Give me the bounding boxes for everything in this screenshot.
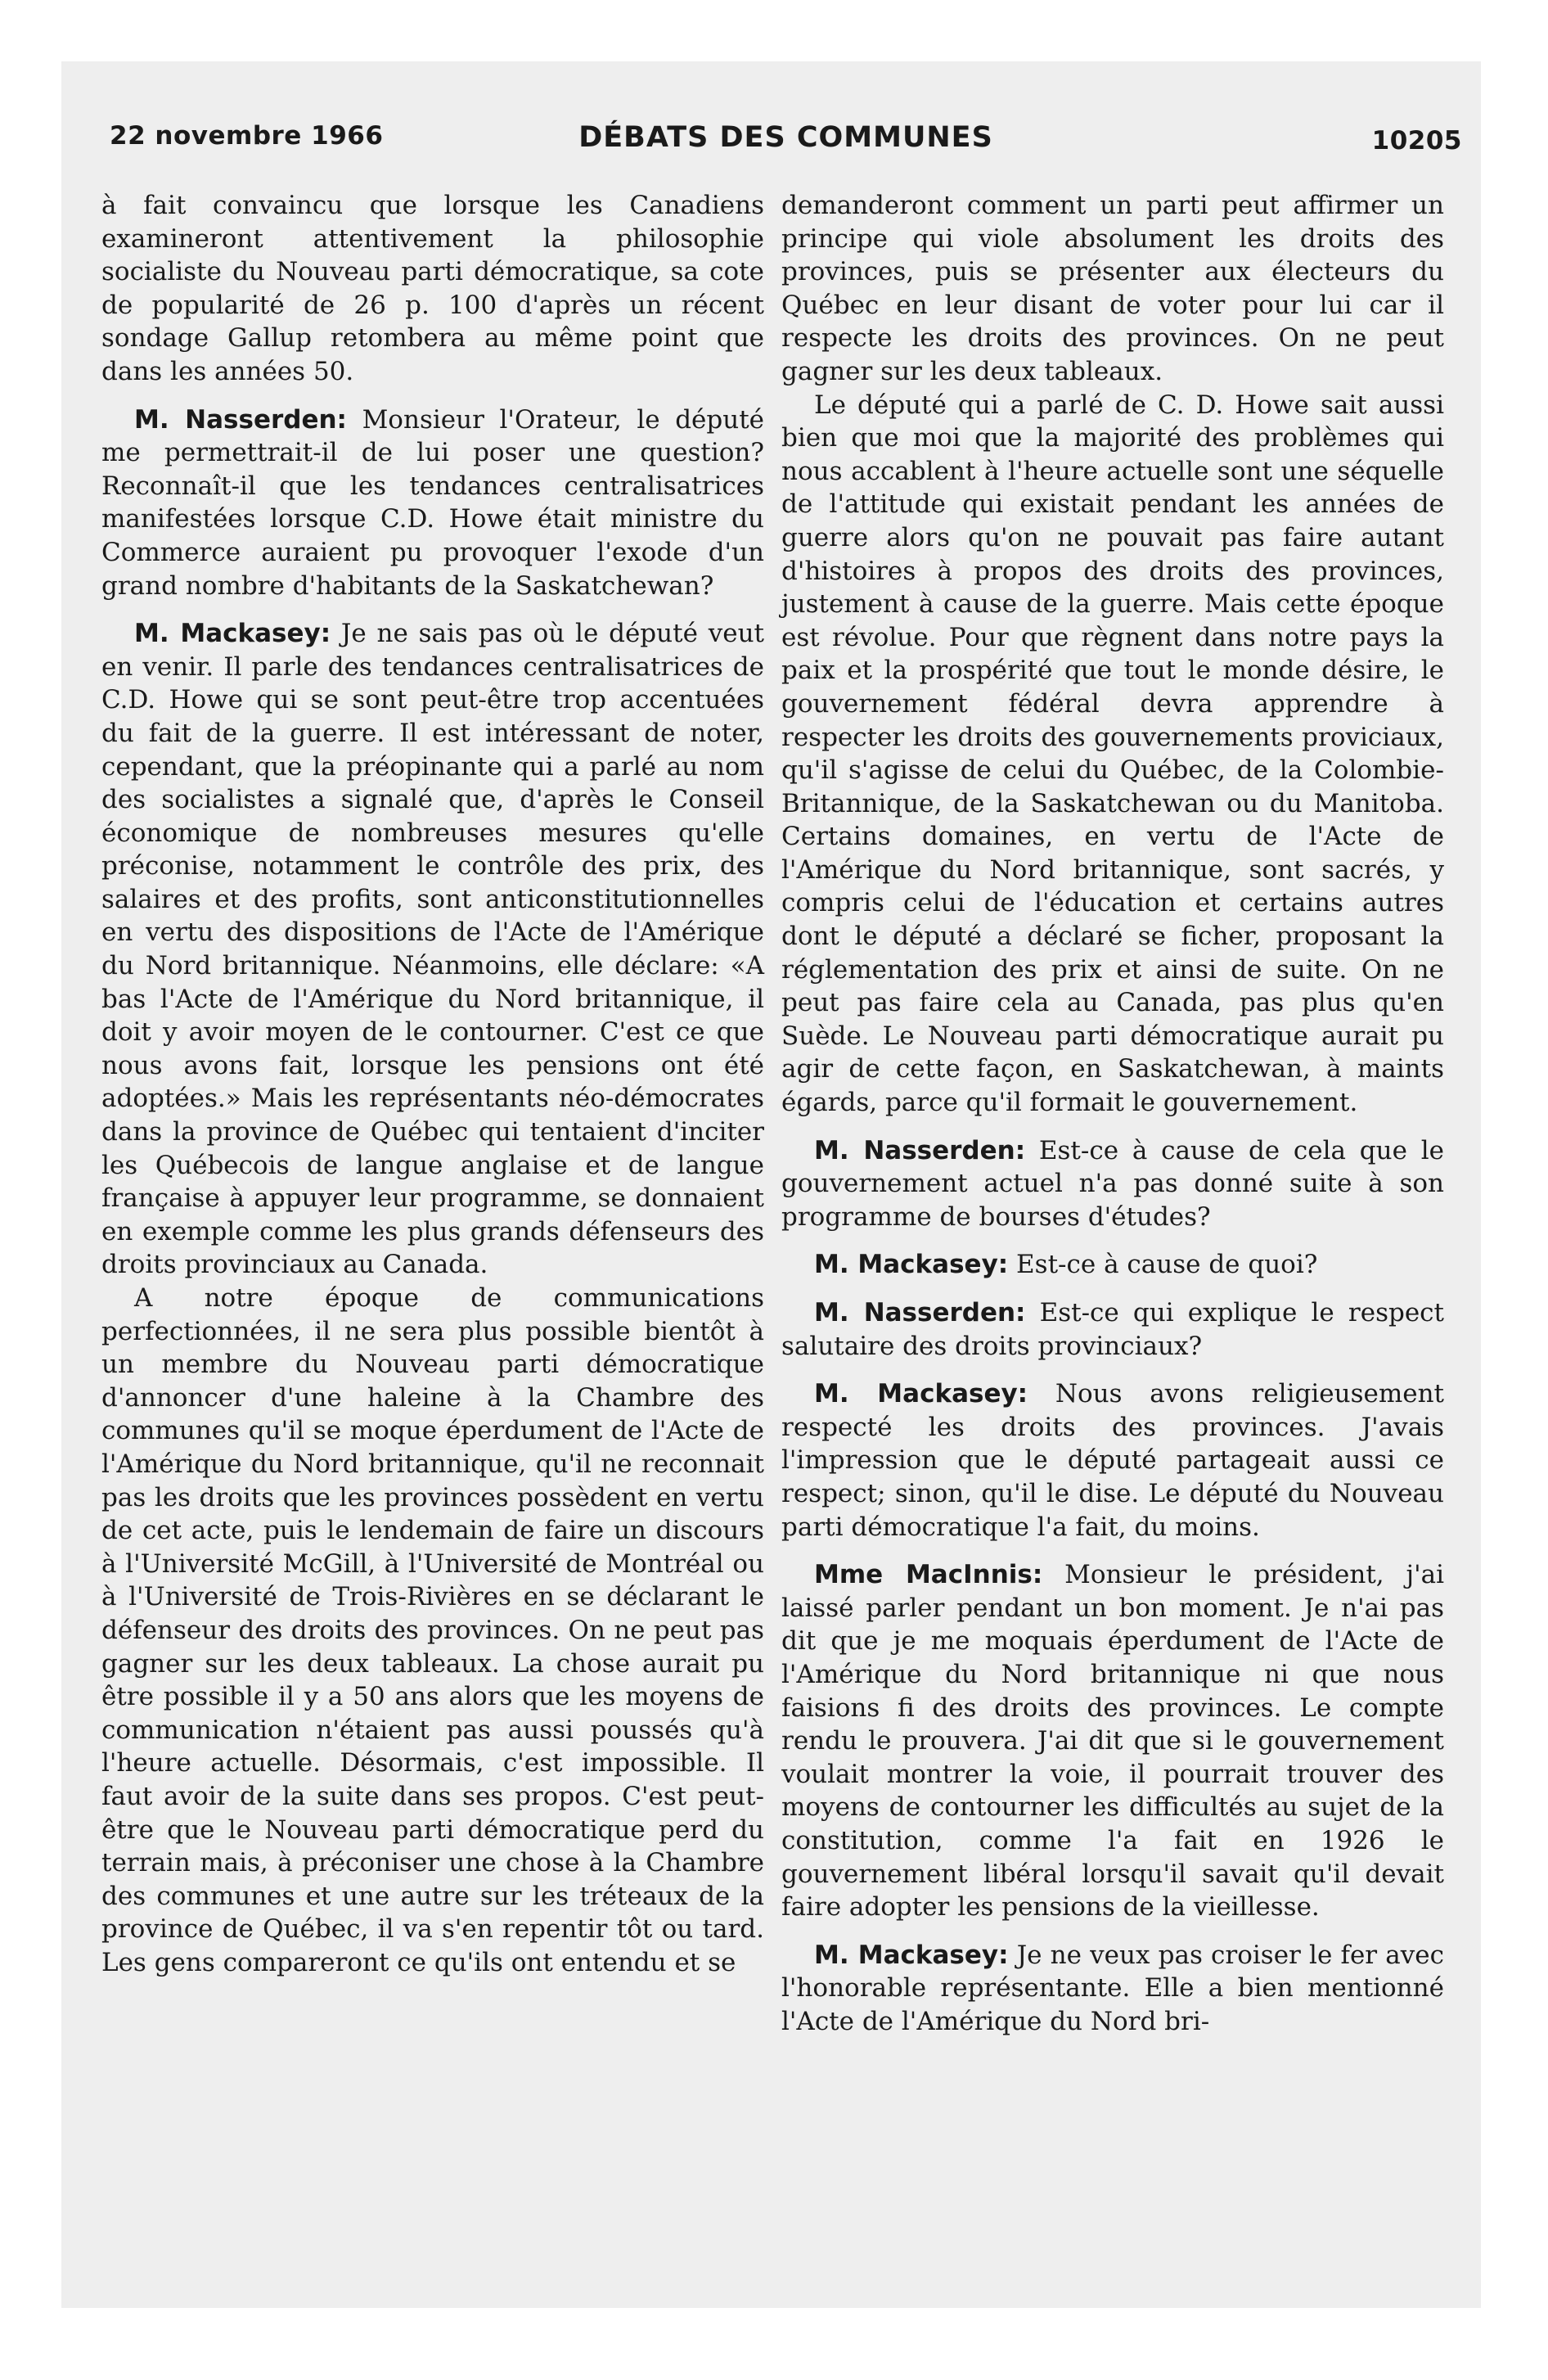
speech-text: Je ne sais pas où le député veut en venir. Il parle des tendances centralisatrices de C.D. Howe qui se sont peut-être trop accentuées du fait de la guerre. Il est intéressant de noter, cependant, que la préopinante qui a parlé au nom des socialistes a signalé que, d'après le Conseil économique de nombreuses mesures qu'elle préconise, notamment le contrôle des prix, des salaires et des profits, sont anticonstitutionnelles en vertu des dispositions de l'Acte de l'Amérique du Nord britannique. Néanmoins, elle déclare: «A bas l'Acte de l'Amérique du Nord britannique, il doit y avoir moyen de le contourner. C'est ce que nous avons fait, lorsque les pensions ont été adoptées.» Mais les représentants néo-démocrates dans la province de Québec qui tentaient d'inciter les Québecois de langue anglaise et de langue française à appuyer leur programme, se donnaient en exemple comme les plus grands défenseurs des droits provinciaux au Canada. — [101, 619, 764, 1280]
speaker-name: M. Mackasey: — [814, 1250, 1009, 1280]
speaker-name: M. Mackasey: — [814, 1940, 1009, 1970]
header-title: DÉBATS DES COMMUNES — [578, 121, 993, 154]
page-number: 10205 — [1371, 126, 1462, 156]
left-column — [101, 189, 764, 1979]
speech — [101, 617, 764, 1282]
speech-text: Est-ce à cause de cela que le gouvernement actuel n'a pas donné suite à son programme de bourses d'études? — [781, 1135, 1444, 1232]
speech-text: Est-ce à cause de quoi? — [1008, 1250, 1318, 1280]
speech — [781, 1377, 1444, 1544]
speech — [101, 403, 764, 603]
speech — [781, 1296, 1444, 1363]
paragraph: demanderont comment un parti peut affirmer un principe qui viole absolument les droits des provinces, puis se présenter aux électeurs du Québec en leur disant de voter pour lui car il respecte les droits des provinces. On ne peut gagner sur les deux tableaux. — [781, 191, 1444, 386]
speech — [781, 1939, 1444, 2039]
header-date: 22 novembre 1966 — [110, 121, 384, 151]
speaker-name: M. Nasserden: — [134, 404, 347, 435]
speech — [781, 1134, 1444, 1234]
speech — [781, 1558, 1444, 1924]
speaker-name: M. Mackasey: — [134, 619, 331, 649]
document-page — [61, 61, 1481, 2308]
page-header — [110, 121, 1462, 162]
speaker-name: Mme MacInnis: — [814, 1560, 1043, 1590]
speech-text: Monsieur l'Orateur, le député me permettrait-il de lui poser une question? Reconnaît-il que les tendances centralisatrices manifestées lorsque C.D. Howe était ministre du Commerce auraient pu provoquer l'exode d'un grand nombre d'habitants de la Saskatchewan? — [101, 404, 764, 601]
paragraph: A notre époque de communications perfectionnées, il ne sera plus possible bientôt à un membre du Nouveau parti démocratique d'annoncer d'une haleine à la Chambre des communes qu'il se moque éperdument de l'Acte de l'Amérique du Nord britannique, qu'il ne reconnait pas les droits que les provinces possèdent en vertu de cet acte, puis le lendemain de faire un discours à l'Université McGill, à l'Université de Montréal ou à l'Université de Trois-Rivières en se déclarant le défenseur des droits des provinces. On ne peut pas gagner sur les deux tableaux. La chose aurait pu être possible il y a 50 ans alors que les moyens de communication n'étaient pas aussi poussés qu'à l'heure actuelle. Désormais, c'est impossible. Il faut avoir de la suite dans ses propos. C'est peut-être que le Nouveau parti démocratique perd du terrain mais, à préconiser une chose à la Chambre des communes et une autre sur les tréteaux de la province de Québec, il va s'en repentir tôt ou tard. Les gens compareront ce qu'ils ont entendu et se — [101, 1283, 764, 1977]
speech-text: Est-ce qui explique le respect salutaire des droits provinciaux? — [781, 1298, 1444, 1361]
speaker-name: M. Mackasey: — [814, 1379, 1028, 1409]
speaker-name: M. Nasserden: — [814, 1135, 1026, 1165]
speech — [781, 1248, 1444, 1282]
paragraph: Le député qui a parlé de C. D. Howe sait aussi bien que moi que la majorité des problèmes qui nous accablent à l'heure actuelle sont une séquelle de l'attitude qui existait pendant les années de guerre alors qu'on ne pouvait pas faire autant d'histoires à propos des droits des provinces, justement à cause de la guerre. Mais cette époque est révolue. Pour que règnent dans notre pays la paix et la prospérité que tout le monde désire, le gouvernement fédéral devra apprendre à respecter les droits des gouvernements proviciaux, qu'il s'agisse de celui du Québec, de la Colombie-Britannique, de la Saskatchewan ou du Manitoba. Certains domaines, en vertu de l'Acte de l'Amérique du Nord britannique, sont sacrés, y compris celui de l'éducation et certains autres dont le député a déclaré se ficher, proposant la réglementation des prix et ainsi de suite. On ne peut pas faire cela au Canada, pas plus qu'en Suède. Le Nouveau parti démocratique aurait pu agir de cette façon, en Saskatchewan, à maints égards, parce qu'il formait le gouvernement. — [781, 390, 1444, 1118]
right-column — [781, 189, 1444, 2038]
speaker-name: M. Nasserden: — [814, 1298, 1026, 1327]
speech-text: Monsieur le président, j'ai laissé parler pendant un bon moment. Je n'ai pas dit que je me moquais éperdument de l'Acte de l'Amérique du Nord britannique ni que nous faisions fi des droits des provinces. Le compte rendu le prouvera. J'ai dit que si le gouvernement voulait montrer la voie, il pourrait trouver des moyens de contourner les difficultés au sujet de la constitution, comme l'a fait en 1926 le gouvernement libéral lorsqu'il savait qu'il devait faire adopter les pensions de la vieillesse. — [781, 1560, 1444, 1922]
paragraph: à fait convaincu que lorsque les Canadiens examineront attentivement la philosophie socialiste du Nouveau parti démocratique, sa cote de popularité de 26 p. 100 d'après un récent sondage Gallup retombera au même point que dans les années 50. — [101, 191, 764, 386]
speech-text: Nous avons religieusement respecté les droits des provinces. J'avais l'impression que le député partageait aussi ce respect; sinon, qu'il le dise. Le député du Nouveau parti démocratique l'a fait, du moins. — [781, 1379, 1444, 1542]
speech-text: Je ne veux pas croiser le fer avec l'honorable représentante. Elle a bien mentionné l'Acte de l'Amérique du Nord bri- — [781, 1940, 1444, 2036]
